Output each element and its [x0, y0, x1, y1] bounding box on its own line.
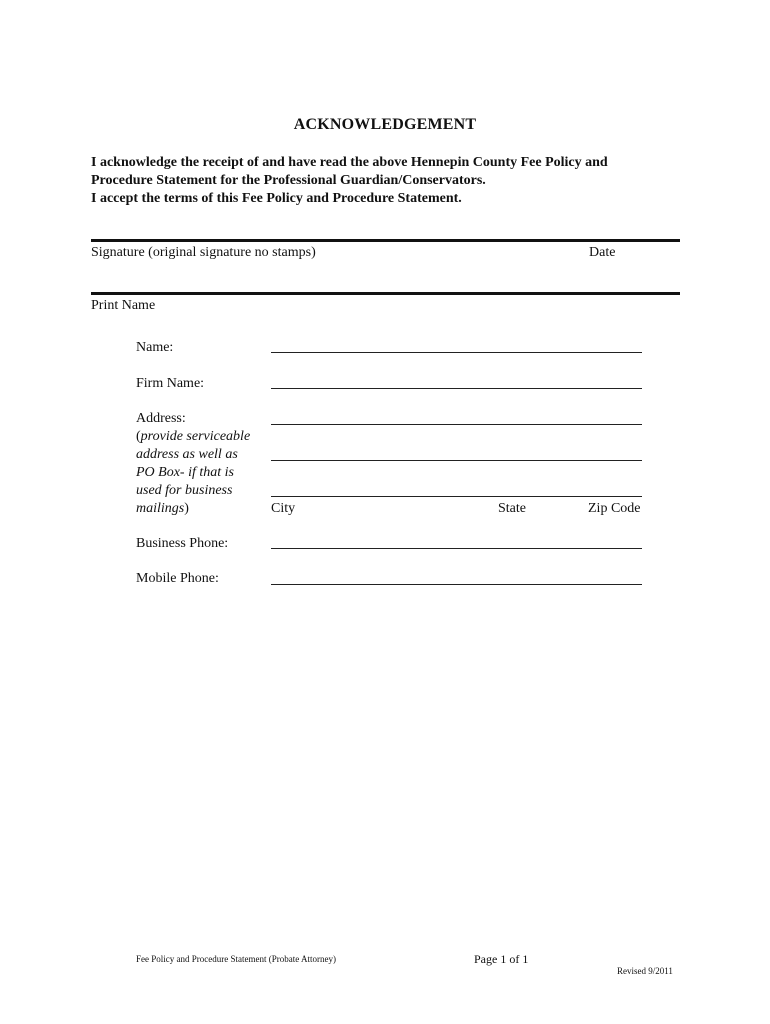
address-note-close-paren: ) — [184, 501, 189, 516]
footer-document-name: Fee Policy and Procedure Statement (Probate Attorney) — [136, 954, 336, 964]
print-name-label: Print Name — [91, 298, 156, 313]
address-note — [136, 428, 250, 518]
document-title: ACKNOWLEDGEMENT — [293, 116, 477, 133]
print-name-line[interactable] — [91, 292, 680, 295]
city-label: City — [271, 501, 296, 516]
signature-line[interactable] — [91, 239, 680, 242]
footer-page-number: Page 1 of 1 — [474, 952, 529, 966]
business-phone-label: Business Phone: — [136, 536, 229, 551]
address-label: Address: — [136, 411, 186, 426]
signature-label: Signature (original signature no stamps) — [91, 245, 316, 260]
address-note-line-3: PO Box- if that is — [136, 465, 234, 480]
address-note-open-paren: ( — [136, 429, 141, 444]
address-field-1[interactable] — [271, 424, 642, 425]
mobile-phone-label: Mobile Phone: — [136, 571, 219, 586]
zip-code-label: Zip Code — [588, 501, 641, 516]
address-field-3[interactable] — [271, 496, 642, 497]
name-field[interactable] — [271, 352, 642, 353]
address-note-line-2: address as well as — [136, 447, 238, 462]
footer-revised-date: Revised 9/2011 — [617, 966, 673, 976]
state-label: State — [498, 501, 526, 516]
mobile-phone-field[interactable] — [271, 584, 642, 585]
date-label: Date — [589, 245, 616, 260]
firm-name-field[interactable] — [271, 388, 642, 389]
address-note-line-1: provide serviceable — [140, 429, 251, 444]
business-phone-field[interactable] — [271, 548, 642, 549]
address-field-2[interactable] — [271, 460, 642, 461]
acknowledgement-line-3: I accept the terms of this Fee Policy and Procedure Statement. — [91, 191, 462, 206]
acknowledgement-line-1: I acknowledge the receipt of and have read the above Hennepin County Fee Policy and — [91, 155, 608, 170]
firm-name-label: Firm Name: — [136, 376, 205, 391]
acknowledgement-line-2: Procedure Statement for the Professional Guardian/Conservators. — [91, 173, 486, 188]
acknowledgement-text — [91, 154, 691, 208]
name-label: Name: — [136, 340, 174, 355]
address-note-line-5: mailings — [136, 501, 185, 516]
address-note-line-4: used for business — [136, 483, 233, 498]
